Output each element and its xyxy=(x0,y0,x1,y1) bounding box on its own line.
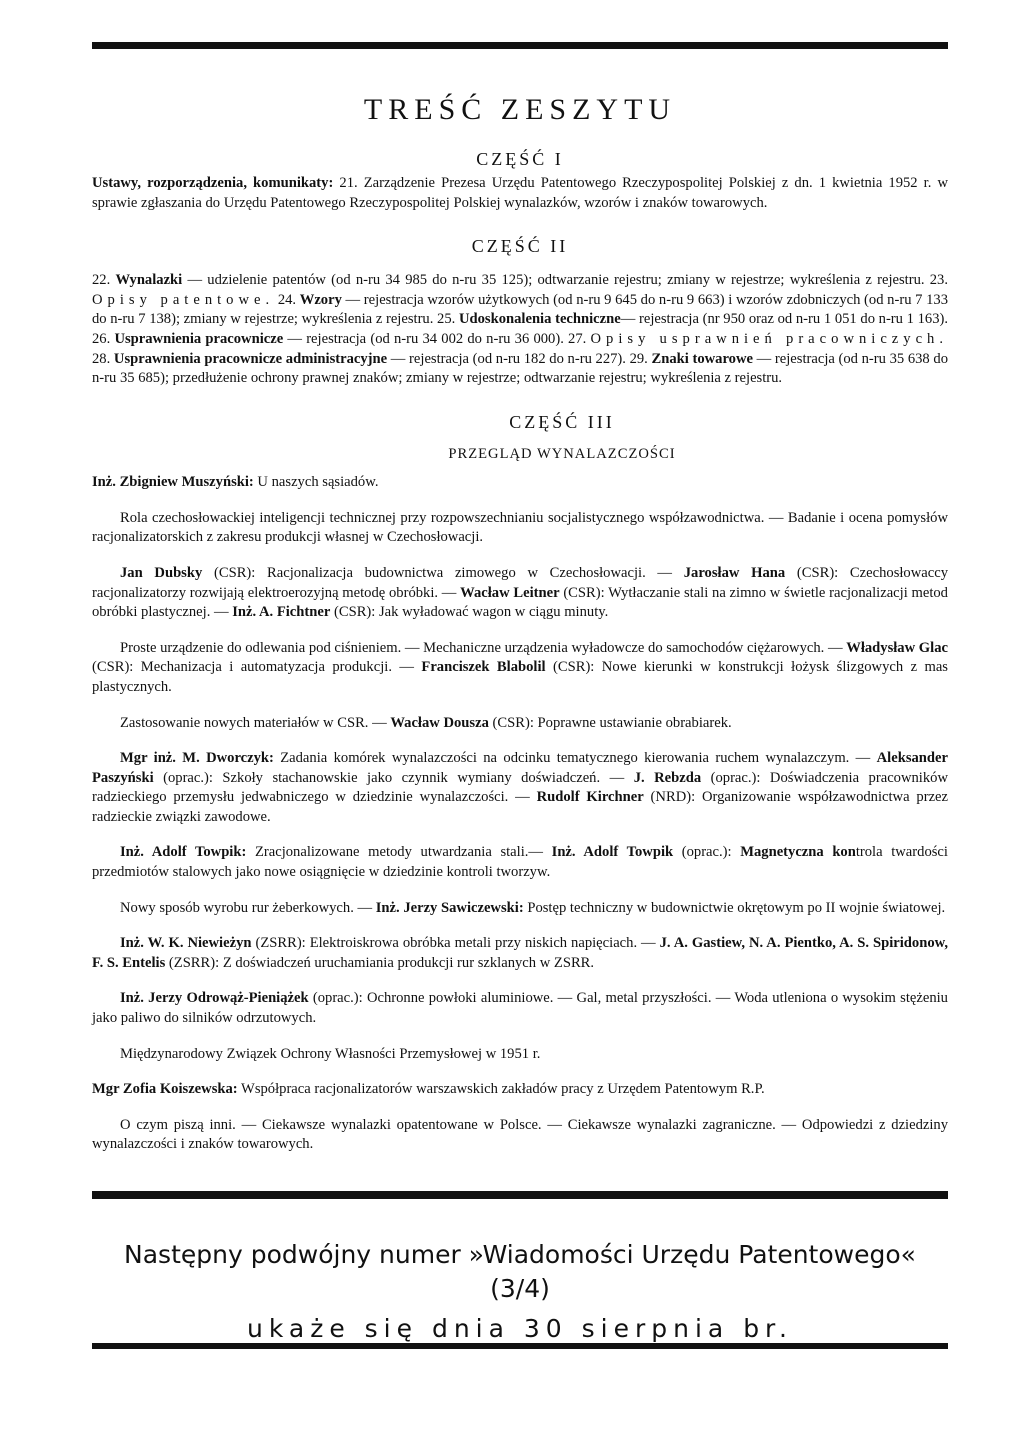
part2-seg: 28. xyxy=(92,350,114,367)
entry-text: (CSR): Jak wyładować wagon w ciągu minuty. xyxy=(330,604,609,621)
bottom-rule xyxy=(92,1343,948,1349)
part2-spaced: Opisy usprawnień pracowniczych. xyxy=(590,330,949,347)
author-name: Inż. Adolf Towpik xyxy=(551,844,674,861)
article-entry xyxy=(92,639,948,698)
part1-body: 21. Zarządzenie Prezesa Urzędu Patentowego Rzeczypospolitej Polskiej z dn. 1 kwietnia 1952 r. w sprawie zgłaszania do Urzędu Patentowego Rzeczypospolitej Polskiej wynalazków, wzorów i znaków towarowych. xyxy=(92,175,948,211)
entry-text: (ZSRR): Z doświadczeń uruchamiania produkcji rur szklanych w ZSRR. xyxy=(165,954,595,971)
part2-seg: — rejestracja (nr 950 oraz od n-ru 1 051 do n-ru 1 163). 26. xyxy=(92,311,948,347)
entry-text: Zastosowanie nowych materiałów w CSR. — xyxy=(120,714,391,731)
part2-seg: — rejestracja wzorów użytkowych (od n-ru 9 645 do n-ru 9 663) i wzorów zdobniczych (od n-ru 7 133 do n-ru 7 138); zmiany w rejestrze; wykreślenia z rejestru. 25. xyxy=(92,291,948,328)
article-entry: O czym piszą inni. — Ciekawsze wynalazki opatentowane w Polsce. — Ciekawsze wynalazki zagraniczne. — Odpowiedzi z dziedziny wynalazczości i znaków towarowych. xyxy=(92,1116,948,1153)
part2-bold: Wynalazki xyxy=(115,272,183,289)
entry-text: (NRD): Organizowanie współzawodnictwa przez radzieckie związki zawodowe. xyxy=(92,789,948,825)
author-name: Jan Dubsky xyxy=(120,564,203,581)
part3-author-text: U naszych sąsiadów. xyxy=(253,473,379,490)
article-entry: Rola czechosłowackiej inteligencji technicznej przy rozpowszechnianiu socjalistycznego współzawodnictwa. — Badanie i ocena pomysłów racjonalizatorskich z zakresu produkcji własnej w Czechosłowacji. xyxy=(92,509,948,546)
part3-author: Inż. Zbigniew Muszyński: xyxy=(92,473,254,490)
author-name: Inż. A. Fichtner xyxy=(232,604,331,621)
article-entry: Międzynarodowy Związek Ochrony Własności Przemysłowej w 1951 r. xyxy=(120,1045,541,1062)
article-entry xyxy=(92,989,948,1028)
author-name: Władysław Glac xyxy=(846,639,948,656)
part3-heading: CZĘŚĆ III xyxy=(509,411,615,432)
author-name: Inż. Jerzy Sawiczewski: xyxy=(375,899,524,916)
part2-seg: — rejestracja (od n-ru 35 638 do n-ru 35 685); przedłużenie ochrony prawnej znaków; zmiany w rejestrze; odtwarzanie rejestru; wykreślenia z rejestru. xyxy=(92,350,948,387)
entry-text: Nowy sposób wyrobu rur żeberkowych. — xyxy=(120,899,376,916)
author-name: Mgr Zofia Koiszewska: xyxy=(92,1081,238,1098)
part2-spaced: Opisy patentowe. xyxy=(92,291,275,308)
entry-text: (ZSRR): Elektroiskrowa obróbka metali przy niskich napięciach. — xyxy=(251,935,660,952)
part2-bold: Znaki towarowe xyxy=(651,350,753,367)
article-entry xyxy=(92,714,948,734)
part2-bold: Wzory xyxy=(299,291,342,308)
part3-subheading: PRZEGLĄD WYNALAZCZOŚCI xyxy=(448,445,676,462)
author-name: J. A. Gastiew, N. A. Pientko, A. S. Spiridonow, F. S. Entelis xyxy=(92,935,948,971)
entry-text: Współpraca racjonalizatorów warszawskich zakładów pracy z Urzędem Patentowym R.P. xyxy=(237,1081,765,1098)
author-name: Inż. Adolf Towpik: xyxy=(120,844,247,861)
author-name: Rudolf Kirchner xyxy=(536,789,644,806)
entry-text: (CSR): Poprawne ustawianie obrabiarek. xyxy=(488,714,732,731)
bold-title: Magnetyczna kon xyxy=(740,844,856,861)
part2-heading: CZĘŚĆ II xyxy=(471,236,569,257)
part2-seg: 24. xyxy=(274,291,300,308)
part2-text xyxy=(92,271,948,389)
article-entry xyxy=(92,899,948,919)
entry-text: (CSR): Czechosłowaccy racjonalizatorzy rozwijają elektroerozyjną metodę obróbki. — xyxy=(92,564,948,601)
author-name: Inż. Jerzy Odrowąż-Pieniążek xyxy=(120,990,309,1007)
article-entry xyxy=(92,564,948,623)
entry-text: (oprac.): xyxy=(673,844,741,861)
page-title: TREŚĆ ZESZYTU xyxy=(363,93,677,126)
part2-seg: 22. xyxy=(92,272,116,289)
article-entry xyxy=(92,934,948,973)
entry-text: (oprac.): Szkoły stachanowskie jako czynnik wymiany doświadczeń. — xyxy=(153,769,634,786)
table-of-contents xyxy=(92,92,948,1171)
entry-text: (CSR): Nowe kierunki w konstrukcji łożysk ślizgowych z mas plastycznych. xyxy=(92,659,948,695)
author-name: Franciszek Blabolil xyxy=(421,659,546,676)
top-rule xyxy=(92,42,948,49)
entry-text: Proste urządzenie do odlewania pod ciśnieniem. — Mechaniczne urządzenia wyładowcze do samochodów ciężarowych. — xyxy=(120,639,847,656)
part2-seg: — rejestracja (od n-ru 182 do n-ru 227). 29. xyxy=(387,350,652,367)
entry-text: (CSR): Mechanizacja i automatyzacja produkcji. — xyxy=(92,659,422,676)
part2-bold: Udoskonalenia techniczne xyxy=(458,311,621,328)
author-name: Wacław Dousza xyxy=(390,714,489,731)
author-name: Jarosław Hana xyxy=(683,564,786,581)
entry-text: (oprac.): Doświadczenia pracowników radzieckiego przemysłu jedwabniczego w dziedzinie wynalazczości. — xyxy=(92,769,948,806)
part3-header xyxy=(92,411,948,497)
author-name: Aleksander Paszyński xyxy=(92,750,948,786)
next-issue-announcement xyxy=(92,1238,948,1346)
entry-text: (CSR): Racjonalizacja budownictwa zimowego w Czechosłowacji. — xyxy=(202,564,684,581)
part1-lead: Ustawy, rozporządzenia, komunikaty: xyxy=(92,175,334,191)
part1-text xyxy=(92,174,948,213)
entry-text: Postęp techniczny w budownictwie okrętowym po II wojnie światowej. xyxy=(523,899,946,916)
article-entry xyxy=(92,749,948,827)
entry-text: trola twardości przedmiotów stalowych jako nowe osiągnięcie w dziedzinie kontroli tworzyw. xyxy=(92,844,948,881)
part2-seg: — rejestracja (od n-ru 34 002 do n-ru 36 000). 27. xyxy=(283,330,591,347)
entry-text: Zracjonalizowane metody utwardzania stali.— xyxy=(246,844,552,861)
entry-text: Zadania komórek wynalazczości na odcinku tematycznego kierowania ruchem wynalazczym. — xyxy=(273,750,877,767)
article-entry xyxy=(92,843,948,882)
announcement-line-1: Następny podwójny numer »Wiadomości Urzędu Patentowego« (3/4) xyxy=(124,1240,916,1303)
entry-text: (CSR): Wytłaczanie stali na zimno w świetle racjonalizacji metod obróbki plastycznej. — xyxy=(92,584,948,621)
part2-seg: — udzielenie patentów (od n-ru 34 985 do n-ru 35 125); odtwarzanie rejestru; zmiany w rejestrze; wykreślenia z rejestru. 23. xyxy=(182,272,948,289)
author-name: J. Rebzda xyxy=(633,769,702,786)
announcement-line-2: ukaże się dnia 30 sierpnia br. xyxy=(247,1314,793,1343)
part2-bold: Usprawnienia pracownicze administracyjne xyxy=(113,350,388,367)
author-name: Inż. W. K. Niewieżyn xyxy=(120,935,252,952)
article-entry xyxy=(92,1080,948,1100)
entry-text: (oprac.): Ochronne powłoki aluminiowe. — Gal, metal przyszłości. — Woda utleniona o wysokim stężeniu jako paliwo do silników odrzutowych. xyxy=(92,990,948,1027)
author-name: Wacław Leitner xyxy=(460,584,560,601)
part3-author-line xyxy=(92,473,378,493)
author-name: Mgr inż. M. Dworczyk: xyxy=(120,750,274,767)
middle-rule xyxy=(92,1191,948,1199)
part1-heading: CZĘŚĆ I xyxy=(476,149,564,169)
part2-bold: Usprawnienia pracownicze xyxy=(114,330,284,347)
